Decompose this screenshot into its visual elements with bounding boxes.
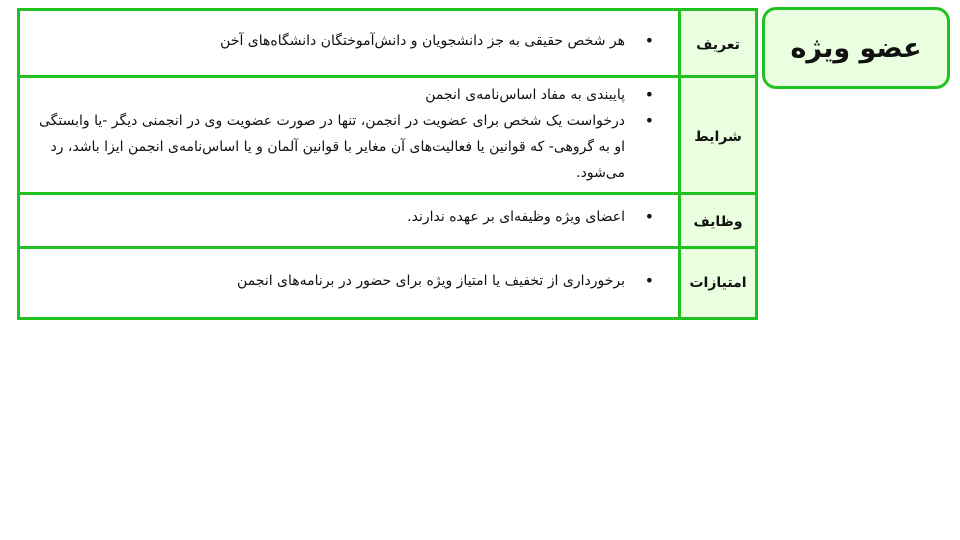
list-item: • درخواست یک شخص برای عضویت در انجمن، تنها در صورت عضویت وی در انجمنی دیگر -یا وابستگی او به گروهی- که قوانین یا فعالیت‌های آن مغایر با قوانین آلمان و یا اساس‌نامه‌ی انجمن ایزا باشد، رد می‌شود.: [20, 108, 678, 186]
row-content-conditions: [20, 78, 678, 195]
row-label-privileges: امتیازات: [678, 249, 755, 317]
row-content-duties: [20, 195, 678, 249]
row-label-duties: وظایف: [678, 195, 755, 249]
row-content-definition: [20, 11, 678, 78]
row-definition: [20, 11, 755, 78]
title-box: [762, 7, 950, 89]
list-item: • اعضای ویژه وظیفه‌ای بر عهده ندارند.: [20, 204, 678, 230]
list-item: • برخورداری از تخفیف یا امتیاز ویژه برای حضور در برنامه‌های انجمن: [20, 268, 678, 294]
row-label-definition: تعریف: [678, 11, 755, 78]
list-item: • هر شخص حقیقی به جز دانشجویان و دانش‌آموختگان دانشگاه‌های آخن: [20, 28, 678, 54]
row-duties: [20, 192, 755, 249]
list-item: • پایبندی به مفاد اساس‌نامه‌ی انجمن: [20, 82, 678, 108]
membership-table: [17, 8, 758, 320]
page-title: عضو ویژه: [790, 32, 922, 64]
row-label-conditions: شرایط: [678, 78, 755, 195]
row-privileges: [20, 246, 755, 317]
row-content-privileges: [20, 249, 678, 317]
row-conditions: [20, 75, 755, 195]
